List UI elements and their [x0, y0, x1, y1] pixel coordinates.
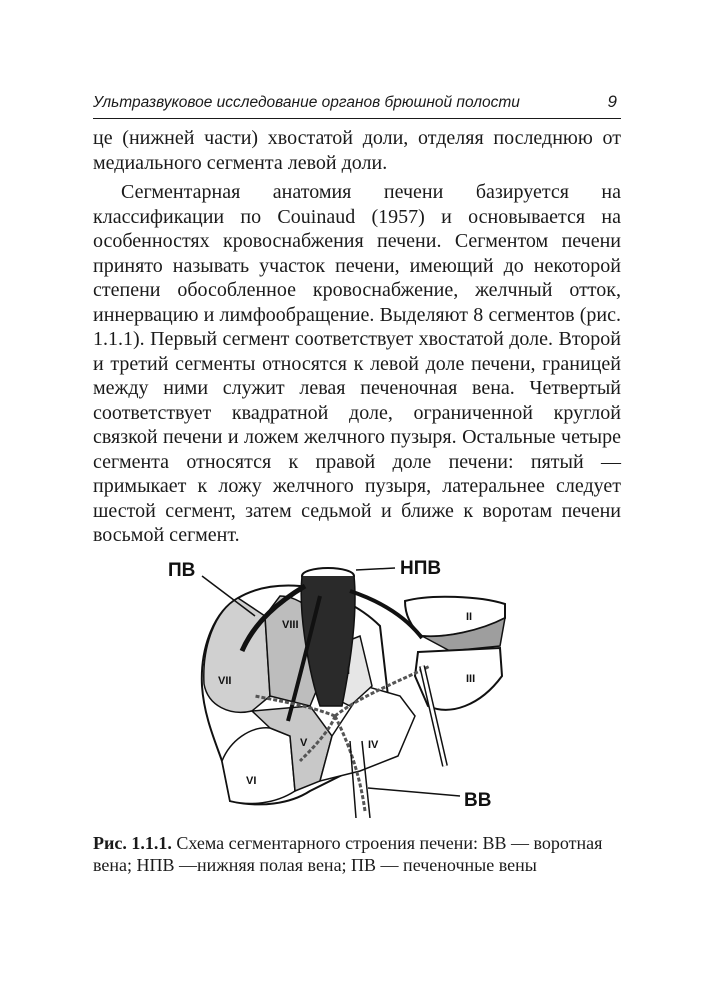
paragraph-1: це (нижней части) хвостатой доли, отделяя последнюю от медиального сегмента левой доли. — [93, 127, 621, 174]
label-vv: ВВ — [464, 790, 492, 811]
segment-v-label: V — [300, 737, 308, 749]
label-npv: НПВ — [400, 558, 442, 579]
segment-iii-label: III — [466, 673, 476, 685]
running-head — [93, 88, 621, 119]
segment-iv-label: IV — [368, 739, 379, 751]
running-head-title: Ультразвуковое исследование органов брюшной полости — [93, 94, 520, 111]
segment-ii-label: II — [466, 611, 473, 623]
segment-vii-label: VII — [218, 675, 232, 687]
vv-leader-line — [368, 788, 460, 796]
segment-vii-area — [204, 598, 270, 712]
paragraph-2: Сегментарная анатомия печени базируется на классификации по Couinaud (1957) и основывается на особенностях кровоснабжения печени. Сегментом печени принято называть участок печени, имеющий до некоторой степени обособленное кровоснабжение, желчный отток, иннервацию и лимфообращение. Выделяют 8 сегментов (рис. 1.1.1). Первый сегмент соответствует хвостатой доле. Второй и третий сегменты относятся к левой доле печени, границей между ними служит левая печеночная вена. Четвертый соответствует квадратной доле, ограниченной круглой связкой печени и ложем желчного пузыря. Остальные четыре сегмента относятся к правой доле печени: пятый — примыкает к ложу желчного пузыря, латеральнее следует шестой сегмент, затем седьмой и ближе к воротам печени восьмой сегмент. — [93, 181, 621, 546]
liver-diagram — [160, 556, 520, 818]
label-pv: ПВ — [168, 560, 196, 581]
npv-leader-line — [356, 568, 395, 570]
liver-segments-figure — [160, 556, 520, 818]
caption-text: Схема сегментарного строения печени: ВВ — воротная вена; НПВ —нижняя полая вена; ПВ — печеночные вены — [93, 833, 603, 875]
segment-viii-label: VIII — [282, 619, 299, 631]
segment-vi-label: VI — [246, 775, 257, 787]
figure-caption — [93, 832, 621, 876]
body-text — [93, 126, 621, 548]
page-number: 9 — [607, 92, 617, 111]
segment-i-label: I — [347, 665, 351, 677]
caption-number: Рис. 1.1.1. — [93, 833, 172, 853]
